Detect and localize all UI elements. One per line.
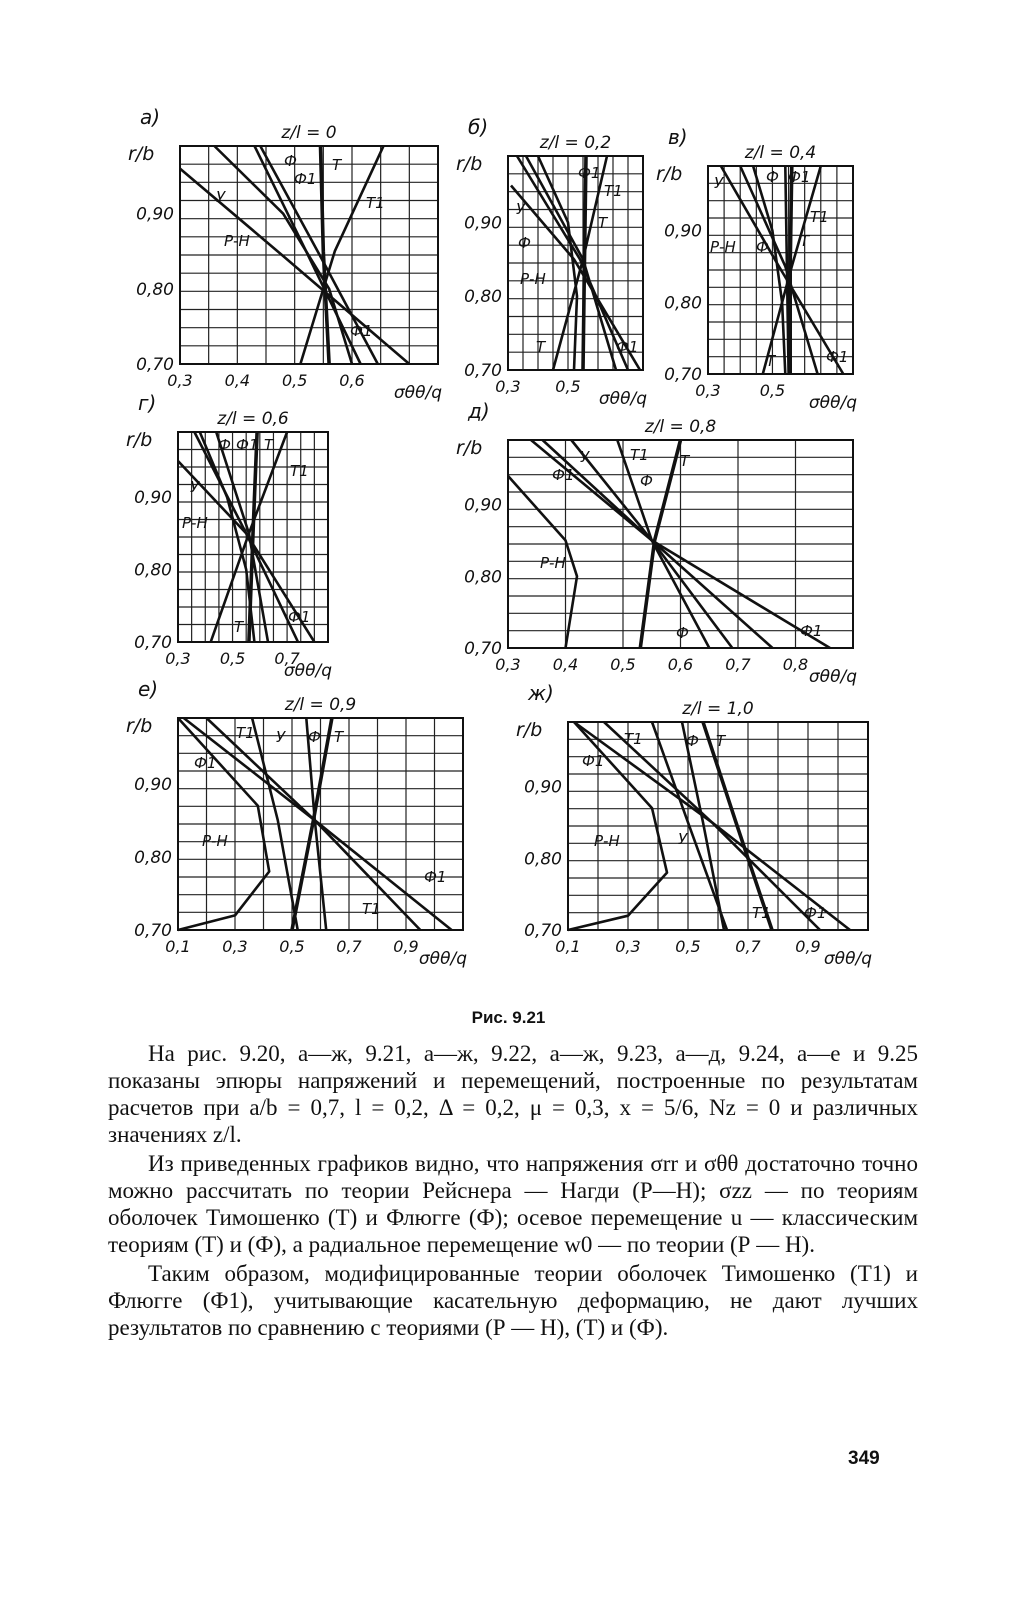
y-tick-label: 0,90 <box>134 774 172 795</box>
x-tick-label: 0,1 <box>165 937 191 956</box>
x-tick-label: 0,5 <box>281 371 308 390</box>
curve-label: Т <box>264 436 274 454</box>
y-tick-label: 0,70 <box>134 921 172 941</box>
curve-label: Ф <box>308 728 321 746</box>
x-tick-label: 0,6 <box>339 371 365 390</box>
curve-label: Т <box>716 732 726 750</box>
panel-title: z/l = 0,9 <box>284 695 357 715</box>
y-axis-label: r/b <box>516 719 543 741</box>
x-tick-label: 0,7 <box>336 937 362 956</box>
curve-label: Ф1 <box>288 608 311 626</box>
x-tick-label: 0,3 <box>615 937 641 956</box>
curve-label: Ф1 <box>578 164 601 182</box>
panel-title: z/l = 1,0 <box>682 699 754 719</box>
curve-label: Р-Н <box>520 270 546 288</box>
curve-label: Ф1 <box>804 904 827 922</box>
x-tick-label: 0,7 <box>274 649 300 668</box>
curve-label: У <box>678 830 688 848</box>
x-axis-label: σθθ/q <box>808 393 857 413</box>
x-axis-label: σθθ/q <box>808 667 857 687</box>
curve-label: Ф <box>518 234 531 252</box>
x-tick-label: 0,3 <box>165 649 191 668</box>
curve-label: Т <box>680 452 690 470</box>
x-tick-label: 0,5 <box>610 655 636 674</box>
curve-label: Ф1 <box>294 170 317 188</box>
y-tick-label: 0,70 <box>464 361 502 381</box>
curve-label: Т <box>332 156 342 174</box>
curve-label: Ф1 <box>788 168 811 186</box>
y-tick-label: 0,70 <box>134 633 172 653</box>
x-tick-label: 0,3 <box>495 377 521 396</box>
figure-caption: Рис. 9.21 <box>471 1008 546 1027</box>
x-tick-label: 0,4 <box>552 655 579 674</box>
curve-label: У <box>714 174 724 192</box>
y-tick-label: 0,80 <box>664 293 702 314</box>
x-tick-label: 0,9 <box>795 937 821 956</box>
panel-title: z/l = 0,2 <box>539 133 612 153</box>
panel-letter: а) <box>140 105 161 129</box>
x-tick-label: 0,5 <box>279 937 305 956</box>
x-tick-label: 0,4 <box>224 371 251 390</box>
curve-label: Р-Н <box>540 554 566 572</box>
y-tick-label: 0,90 <box>136 204 174 225</box>
panel-title: z/l = 0,6 <box>217 409 289 429</box>
page-number: 349 <box>848 1448 880 1469</box>
curve-label: Т1 <box>604 182 623 200</box>
x-axis-label: σθθ/q <box>598 389 647 409</box>
curve-label: У <box>276 728 286 746</box>
curve-label: У <box>190 478 200 496</box>
curve-label: Т1 <box>366 194 385 212</box>
y-axis-label: r/b <box>126 429 153 451</box>
panel-letter: б) <box>468 115 489 139</box>
panel-letter: г) <box>138 391 157 415</box>
panel-letter: е) <box>138 677 159 701</box>
y-tick-label: 0,80 <box>134 560 172 581</box>
curve-label: У <box>580 448 590 466</box>
curve-label: Р-Н <box>710 238 736 256</box>
x-axis-label: σθθ/q <box>823 949 872 969</box>
curve-label: Ф1 <box>826 348 849 366</box>
curve-label: Т <box>334 728 344 746</box>
x-tick-label: 0,3 <box>167 371 193 390</box>
y-tick-label: 0,80 <box>464 287 502 308</box>
curve-label: Т <box>536 338 546 356</box>
curve-label: Ф <box>766 168 779 186</box>
x-tick-label: 0,1 <box>555 937 581 956</box>
curve-label: Т1 <box>624 730 643 748</box>
x-tick-label: 0,8 <box>782 655 809 674</box>
x-axis-label: σθθ/q <box>393 383 442 403</box>
x-tick-label: 0,3 <box>495 655 521 674</box>
x-tick-label: 0,5 <box>219 649 246 668</box>
curve-label: Ф1 <box>800 622 823 640</box>
y-tick-label: 0,80 <box>134 847 172 868</box>
x-tick-label: 0,5 <box>675 937 701 956</box>
body-text <box>108 1040 918 1341</box>
curve-label: Ф1 <box>236 436 259 454</box>
y-tick-label: 0,70 <box>664 365 702 385</box>
curve-label: Т1 <box>752 904 771 922</box>
y-axis-label: r/b <box>456 437 483 459</box>
curve-label: Ф1 <box>552 466 575 484</box>
curve-label: Ф <box>676 624 689 642</box>
paragraph-1: На рис. 9.20, а—ж, 9.21, а—ж, 9.22, а—ж, 9.23, а—д, 9.24, а—е и 9.25 показаны эпюры напряжений и перемещений, построенные по результатам расчетов при a/b = 0,7, l = 0,2, Δ = 0,2, μ = 0,3, x = 5/6, Nz = 0 и различных значениях z/l. <box>108 1041 918 1147</box>
y-axis-label: r/b <box>456 153 483 175</box>
panel-letter: ж) <box>528 681 554 705</box>
paragraph-3: Таким образом, модифицированные теории оболочек Тимошенко (Т1) и Флюгге (Ф1), учитывающие касательную деформацию, не дают лучших результатов по сравнению с теориями (Р — Н), (Т) и (Ф). <box>108 1261 918 1340</box>
curve-label: Ф <box>284 152 297 170</box>
panel-title: z/l = 0,4 <box>744 143 817 163</box>
x-axis-label: σθθ/q <box>418 949 467 969</box>
curve-label: Ф <box>640 472 653 490</box>
y-tick-label: 0,90 <box>134 488 172 509</box>
y-tick-label: 0,80 <box>464 567 502 588</box>
curve-label: У <box>516 200 526 218</box>
x-tick-label: 0,7 <box>735 937 761 956</box>
curve-label: Ф <box>686 732 699 750</box>
panel-title: z/l = 0 <box>281 123 337 143</box>
y-tick-label: 0,90 <box>664 221 702 242</box>
x-tick-label: 0,6 <box>667 655 694 674</box>
y-axis-label: r/b <box>656 163 683 185</box>
curve-label: У <box>216 188 226 206</box>
curve-label: Т <box>598 214 608 232</box>
paragraph-2: Из приведенных графиков видно, что напряжения σrr и σθθ достаточно точно можно рассчитать по теории Рейснера — Нагди (Р—Н); σzz — по теориям оболочек Тимошенко (Т) и Флюгге (Ф); осевое перемещение u — классическим теориям (Т) и (Ф), а радиальное перемещение w0 — по теории (Р — Н). <box>108 1151 918 1257</box>
y-axis-label: r/b <box>126 715 153 737</box>
curve-label: Р-Н <box>202 832 228 850</box>
y-tick-label: 0,70 <box>524 921 562 941</box>
y-tick-label: 0,90 <box>464 213 502 234</box>
x-tick-label: 0,5 <box>555 377 581 396</box>
curve-label: Т1 <box>630 446 649 464</box>
y-tick-label: 0,90 <box>524 777 562 798</box>
y-axis-label: r/b <box>128 143 155 165</box>
curve-label: Ф1 <box>424 868 447 886</box>
curve-label: Ф <box>756 238 769 256</box>
x-tick-label: 0,9 <box>393 937 419 956</box>
curve-label: Ф1 <box>194 754 217 772</box>
y-tick-label: 0,90 <box>464 495 502 516</box>
x-tick-label: 0,7 <box>725 655 751 674</box>
curve-label: Р-Н <box>224 232 250 250</box>
panel-letter: д) <box>468 399 490 423</box>
curve-label: Т <box>766 352 776 370</box>
y-tick-label: 0,80 <box>524 849 562 870</box>
x-tick-label: 0,5 <box>759 381 786 400</box>
curve-label: Р-Н <box>182 514 208 532</box>
panel-title: z/l = 0,8 <box>644 417 717 437</box>
curve-label: Т1 <box>290 462 309 480</box>
panel-letter: в) <box>668 125 688 149</box>
curve-label: Р-Н <box>594 832 620 850</box>
x-tick-label: 0,3 <box>695 381 721 400</box>
curve-label: Ф1 <box>582 752 605 770</box>
curve-label: Т <box>234 618 244 636</box>
y-tick-label: 0,70 <box>136 355 174 375</box>
x-axis-label: σθθ/q <box>283 661 332 681</box>
curve-label: Ф1 <box>616 338 639 356</box>
curve-label: Т1 <box>362 900 381 918</box>
x-tick-label: 0,3 <box>222 937 248 956</box>
curve-label: Т1 <box>236 724 255 742</box>
curve-label: Т1 <box>810 208 829 226</box>
y-tick-label: 0,80 <box>136 279 174 300</box>
y-tick-label: 0,70 <box>464 639 502 659</box>
curve-label: Т <box>800 232 810 250</box>
curve-label: Ф <box>218 436 231 454</box>
curve-label: Ф1 <box>350 322 373 340</box>
